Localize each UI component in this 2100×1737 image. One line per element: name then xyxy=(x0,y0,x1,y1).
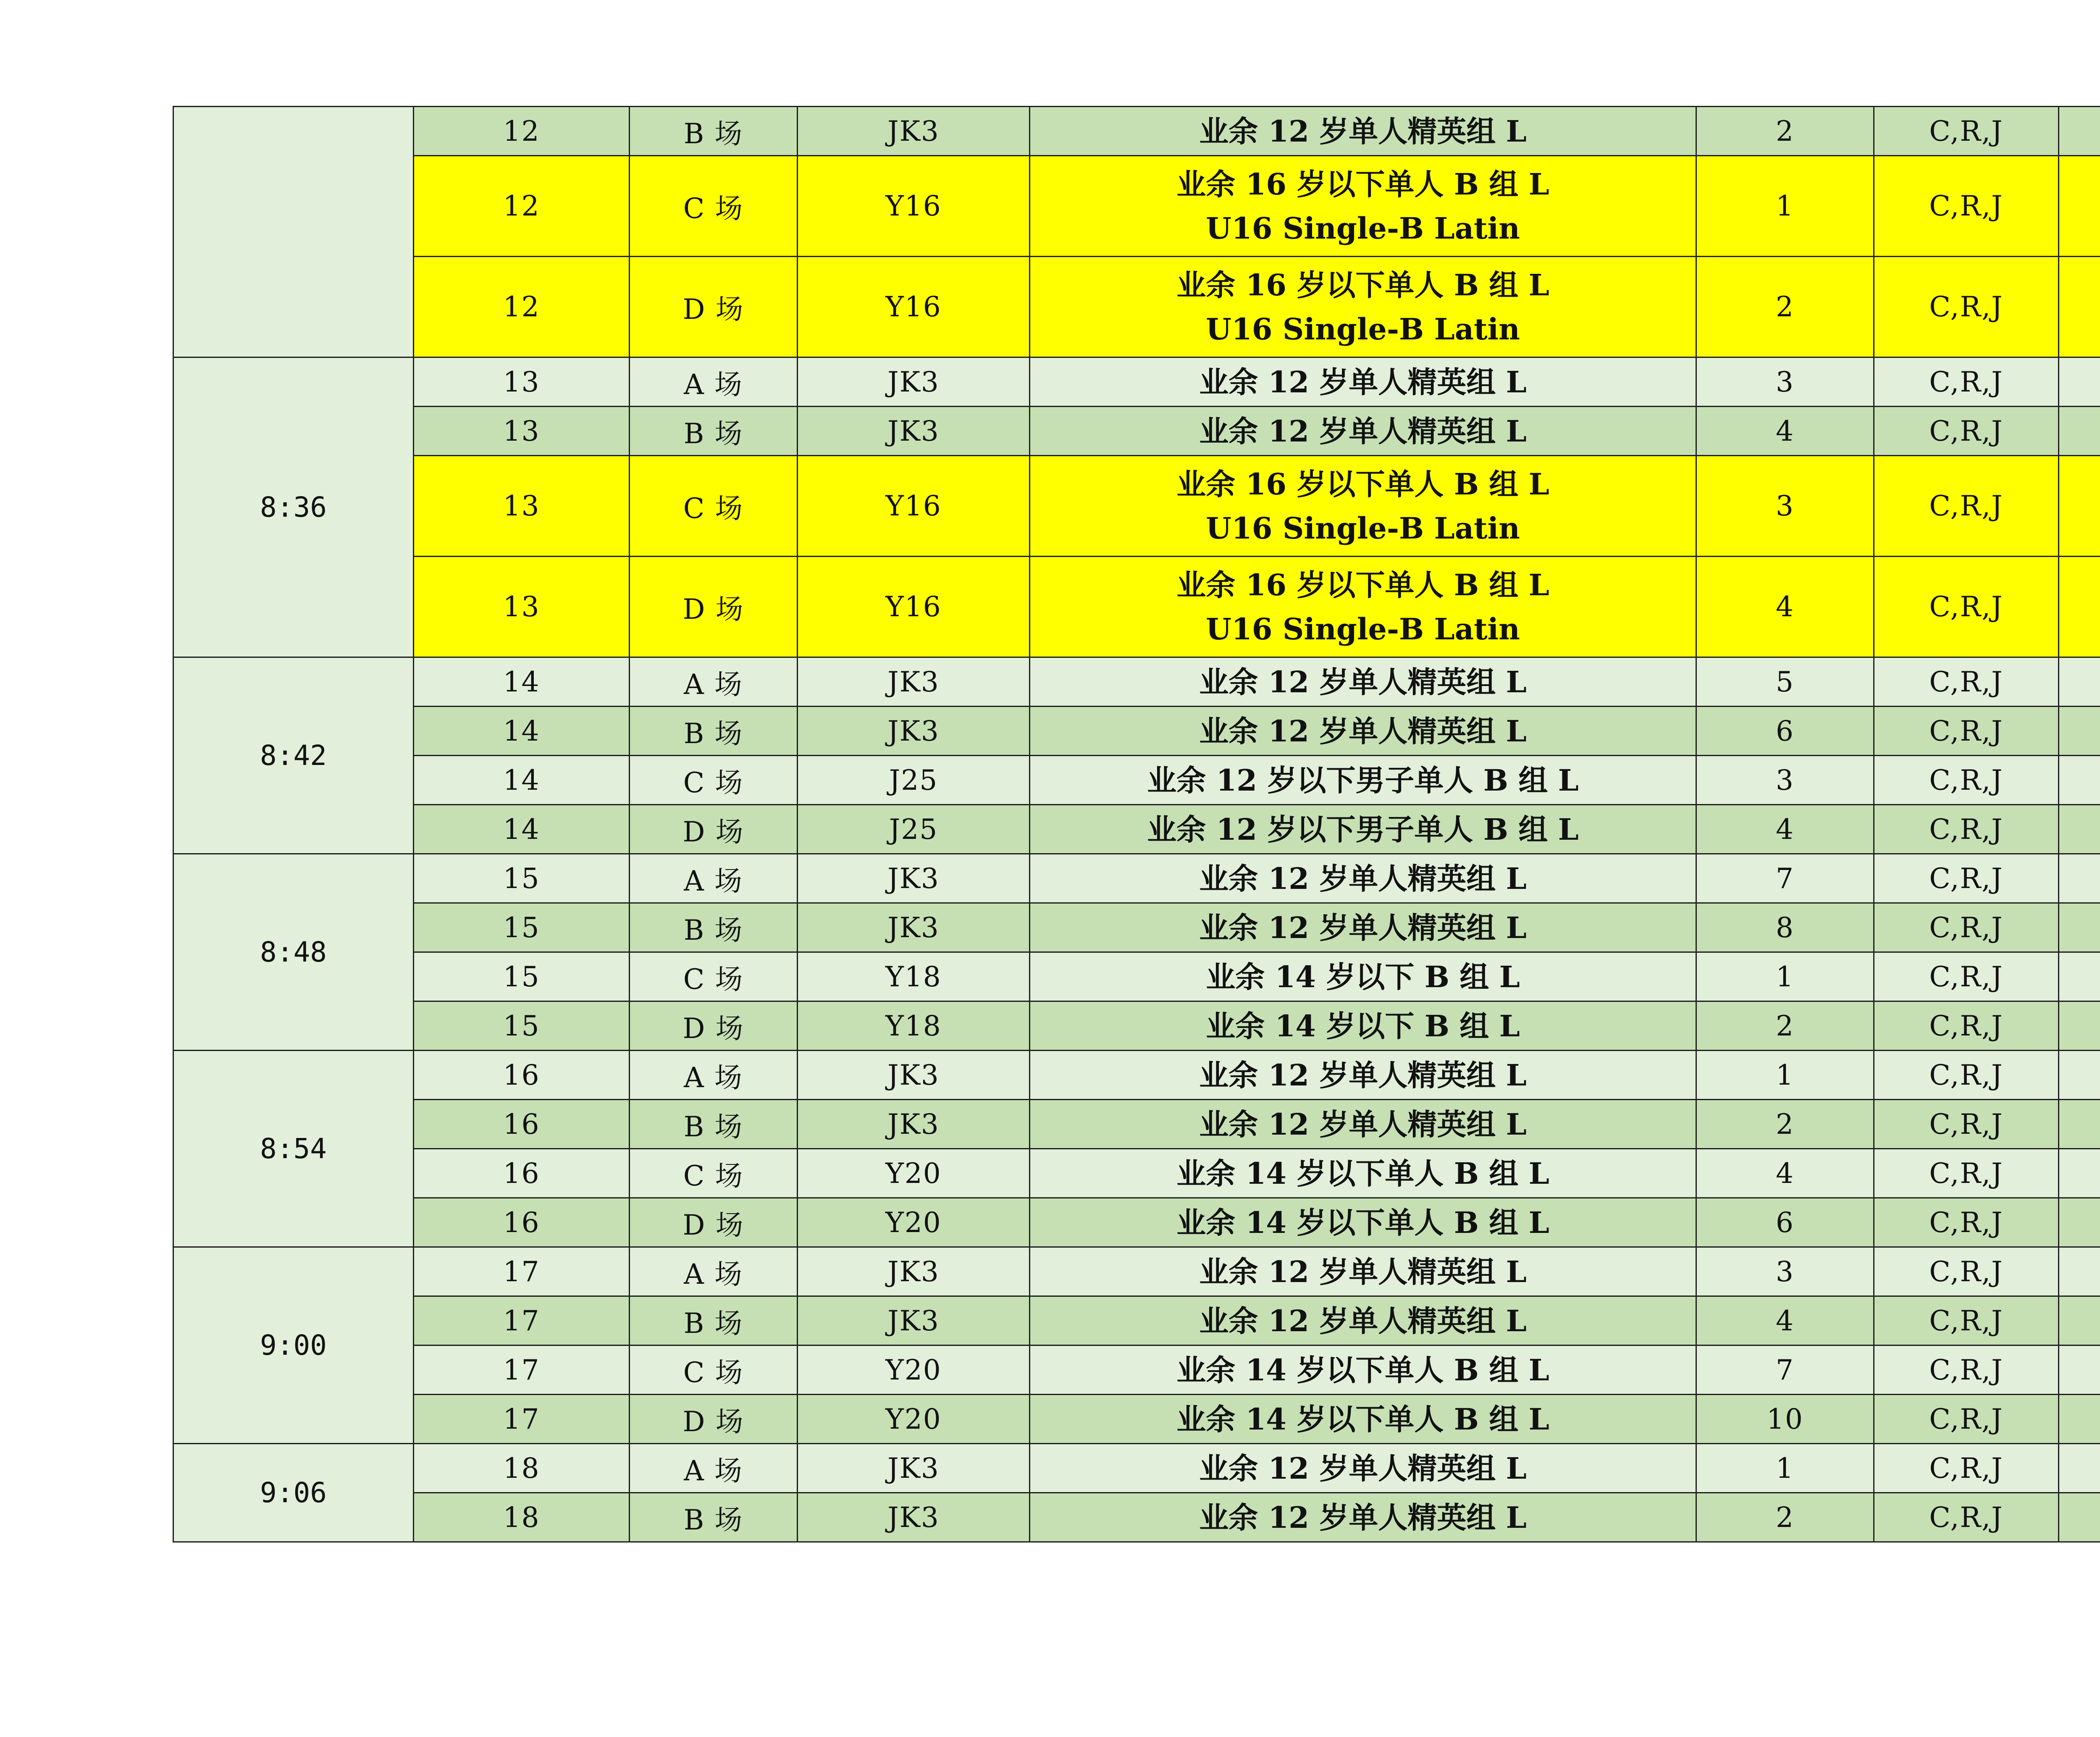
time-slot-cell: 8:36 xyxy=(173,357,414,657)
round-cell xyxy=(2059,1247,2100,1296)
event-name-english: U16 Single-B Latin xyxy=(1206,311,1520,347)
heat-number-cell: 12 xyxy=(414,156,630,257)
event-code-cell: JK3 xyxy=(798,1444,1030,1493)
group-number-cell: 1 xyxy=(1696,1444,1874,1493)
event-name-chinese: 业余 16 岁以下单人 B 组 L xyxy=(1176,567,1549,602)
court-cell: B 场 xyxy=(630,1100,798,1149)
group-number-cell: 3 xyxy=(1696,1247,1874,1296)
event-name-cell xyxy=(1030,1100,1696,1149)
schedule-row xyxy=(173,1296,2100,1345)
dances-cell: C,R,J xyxy=(1874,1001,2059,1051)
court-cell: B 场 xyxy=(630,1493,798,1542)
round-cell xyxy=(2059,1296,2100,1345)
group-number-cell: 4 xyxy=(1696,557,1874,657)
event-code-cell: JK3 xyxy=(798,1247,1030,1296)
court-cell: C 场 xyxy=(630,1345,798,1395)
event-code-cell: Y20 xyxy=(798,1395,1030,1444)
event-name-cell xyxy=(1030,952,1696,1001)
schedule-row xyxy=(173,854,2100,903)
group-number-cell: 1 xyxy=(1696,156,1874,257)
schedule-row xyxy=(173,357,2100,407)
court-cell: B 场 xyxy=(630,407,798,456)
schedule-table xyxy=(173,106,2100,1543)
event-name-chinese: 业余 12 岁以下男子单人 B 组 L xyxy=(1147,762,1579,798)
dances-cell: C,R,J xyxy=(1874,1493,2059,1542)
schedule-row xyxy=(173,657,2100,707)
heat-number-cell: 17 xyxy=(414,1296,630,1345)
group-number-cell: 7 xyxy=(1696,1345,1874,1395)
schedule-row xyxy=(173,756,2100,805)
event-code-cell: Y20 xyxy=(798,1198,1030,1247)
court-cell: D 场 xyxy=(630,1001,798,1051)
event-code-cell: Y16 xyxy=(798,257,1030,357)
event-name-cell xyxy=(1030,107,1696,156)
heat-number-cell: 17 xyxy=(414,1247,630,1296)
heat-number-cell: 12 xyxy=(414,257,630,357)
event-name-cell xyxy=(1030,1444,1696,1493)
schedule-row xyxy=(173,903,2100,952)
event-name-chinese: 业余 14 岁以下单人 B 组 L xyxy=(1176,1205,1549,1240)
group-number-cell: 10 xyxy=(1696,1395,1874,1444)
dances-cell: C,R,J xyxy=(1874,1345,2059,1395)
heat-number-cell: 15 xyxy=(414,952,630,1001)
round-cell xyxy=(2059,357,2100,407)
time-slot-cell: 8:42 xyxy=(173,657,414,854)
court-cell: B 场 xyxy=(630,1296,798,1345)
event-code-cell: Y18 xyxy=(798,952,1030,1001)
event-name-chinese: 业余 14 岁以下单人 B 组 L xyxy=(1176,1156,1549,1191)
event-name-chinese: 业余 12 岁单人精英组 L xyxy=(1199,413,1527,449)
event-code-cell: JK3 xyxy=(798,407,1030,456)
court-cell: C 场 xyxy=(630,456,798,557)
round-cell xyxy=(2059,1444,2100,1493)
round-cell xyxy=(2059,657,2100,707)
event-code-cell: J25 xyxy=(798,756,1030,805)
heat-number-cell: 13 xyxy=(414,407,630,456)
court-cell: A 场 xyxy=(630,854,798,903)
court-cell: B 场 xyxy=(630,707,798,756)
round-cell xyxy=(2059,257,2100,357)
schedule-row xyxy=(173,1100,2100,1149)
dances-cell: C,R,J xyxy=(1874,657,2059,707)
event-name-chinese: 业余 14 岁以下单人 B 组 L xyxy=(1176,1352,1549,1387)
group-number-cell: 4 xyxy=(1696,1296,1874,1345)
time-slot-cell: 9:00 xyxy=(173,1247,414,1444)
schedule-row xyxy=(173,1149,2100,1198)
dances-cell: C,R,J xyxy=(1874,357,2059,407)
schedule-row xyxy=(173,1345,2100,1395)
dances-cell: C,R,J xyxy=(1874,854,2059,903)
event-code-cell: JK3 xyxy=(798,854,1030,903)
round-cell xyxy=(2059,1493,2100,1542)
round-cell xyxy=(2059,107,2100,156)
event-name-chinese: 业余 12 岁单人精英组 L xyxy=(1199,113,1527,149)
event-name-chinese: 业余 12 岁单人精英组 L xyxy=(1199,910,1527,945)
dances-cell: C,R,J xyxy=(1874,1247,2059,1296)
event-code-cell: JK3 xyxy=(798,107,1030,156)
court-cell: D 场 xyxy=(630,557,798,657)
event-name-chinese: 业余 12 岁单人精英组 L xyxy=(1199,1106,1527,1142)
dances-cell: C,R,J xyxy=(1874,707,2059,756)
schedule-row xyxy=(173,952,2100,1001)
event-name-cell xyxy=(1030,903,1696,952)
event-code-cell: JK3 xyxy=(798,707,1030,756)
event-name-cell xyxy=(1030,357,1696,407)
event-name-cell xyxy=(1030,756,1696,805)
schedule-row xyxy=(173,407,2100,456)
group-number-cell: 2 xyxy=(1696,1100,1874,1149)
schedule-row xyxy=(173,1247,2100,1296)
event-code-cell: JK3 xyxy=(798,357,1030,407)
dances-cell: C,R,J xyxy=(1874,1051,2059,1100)
round-cell xyxy=(2059,756,2100,805)
round-cell xyxy=(2059,407,2100,456)
group-number-cell: 3 xyxy=(1696,456,1874,557)
dances-cell: C,R,J xyxy=(1874,1395,2059,1444)
event-name-cell xyxy=(1030,1345,1696,1395)
dances-cell: C,R,J xyxy=(1874,1100,2059,1149)
event-name-cell xyxy=(1030,156,1696,257)
schedule-row xyxy=(173,1051,2100,1100)
round-cell xyxy=(2059,1100,2100,1149)
heat-number-cell: 17 xyxy=(414,1345,630,1395)
heat-number-cell: 17 xyxy=(414,1395,630,1444)
event-code-cell: Y18 xyxy=(798,1001,1030,1051)
event-name-chinese: 业余 12 岁单人精英组 L xyxy=(1199,713,1527,749)
event-code-cell: JK3 xyxy=(798,1296,1030,1345)
event-name-chinese: 业余 12 岁以下男子单人 B 组 L xyxy=(1147,812,1579,847)
round-cell xyxy=(2059,1345,2100,1395)
event-code-cell: Y20 xyxy=(798,1345,1030,1395)
event-code-cell: Y20 xyxy=(798,1149,1030,1198)
schedule-row xyxy=(173,1493,2100,1542)
event-name-chinese: 业余 12 岁单人精英组 L xyxy=(1199,664,1527,699)
dances-cell: C,R,J xyxy=(1874,1296,2059,1345)
heat-number-cell: 13 xyxy=(414,456,630,557)
court-cell: D 场 xyxy=(630,1198,798,1247)
court-cell: D 场 xyxy=(630,805,798,854)
time-slot-cell xyxy=(173,107,414,357)
event-name-cell xyxy=(1030,707,1696,756)
event-code-cell: Y16 xyxy=(798,156,1030,257)
event-name-english: U16 Single-B Latin xyxy=(1206,611,1520,646)
court-cell: B 场 xyxy=(630,903,798,952)
event-name-cell xyxy=(1030,1296,1696,1345)
event-name-chinese: 业余 12 岁单人精英组 L xyxy=(1199,1303,1527,1338)
group-number-cell: 2 xyxy=(1696,257,1874,357)
heat-number-cell: 15 xyxy=(414,854,630,903)
group-number-cell: 2 xyxy=(1696,107,1874,156)
heat-number-cell: 14 xyxy=(414,657,630,707)
event-name-chinese: 业余 12 岁单人精英组 L xyxy=(1199,1057,1527,1093)
event-name-cell xyxy=(1030,557,1696,657)
group-number-cell: 7 xyxy=(1696,854,1874,903)
event-name-cell xyxy=(1030,1247,1696,1296)
group-number-cell: 2 xyxy=(1696,1493,1874,1542)
event-code-cell: J25 xyxy=(798,805,1030,854)
dances-cell: C,R,J xyxy=(1874,952,2059,1001)
schedule-row xyxy=(173,805,2100,854)
event-code-cell: JK3 xyxy=(798,1051,1030,1100)
group-number-cell: 3 xyxy=(1696,357,1874,407)
dances-cell: C,R,J xyxy=(1874,107,2059,156)
heat-number-cell: 15 xyxy=(414,1001,630,1051)
round-cell xyxy=(2059,1001,2100,1051)
court-cell: C 场 xyxy=(630,952,798,1001)
court-cell: C 场 xyxy=(630,756,798,805)
schedule-row xyxy=(173,156,2100,257)
group-number-cell: 8 xyxy=(1696,903,1874,952)
group-number-cell: 6 xyxy=(1696,707,1874,756)
round-cell xyxy=(2059,707,2100,756)
event-name-cell xyxy=(1030,1051,1696,1100)
group-number-cell: 3 xyxy=(1696,756,1874,805)
event-name-cell xyxy=(1030,1493,1696,1542)
event-name-cell xyxy=(1030,805,1696,854)
event-name-cell xyxy=(1030,1395,1696,1444)
event-name-cell xyxy=(1030,257,1696,357)
round-cell xyxy=(2059,854,2100,903)
heat-number-cell: 18 xyxy=(414,1444,630,1493)
event-name-chinese: 业余 14 岁以下 B 组 L xyxy=(1206,959,1520,994)
heat-number-cell: 16 xyxy=(414,1198,630,1247)
schedule-row xyxy=(173,707,2100,756)
event-name-cell xyxy=(1030,1001,1696,1051)
court-cell: D 场 xyxy=(630,1395,798,1444)
event-name-chinese: 业余 12 岁单人精英组 L xyxy=(1199,364,1527,399)
dances-cell: C,R,J xyxy=(1874,903,2059,952)
court-cell: A 场 xyxy=(630,1247,798,1296)
time-slot-cell: 8:48 xyxy=(173,854,414,1051)
group-number-cell: 2 xyxy=(1696,1001,1874,1051)
heat-number-cell: 18 xyxy=(414,1493,630,1542)
dances-cell: C,R,J xyxy=(1874,805,2059,854)
group-number-cell: 5 xyxy=(1696,657,1874,707)
group-number-cell: 1 xyxy=(1696,1051,1874,1100)
event-code-cell: Y16 xyxy=(798,557,1030,657)
court-cell: A 场 xyxy=(630,657,798,707)
group-number-cell: 6 xyxy=(1696,1198,1874,1247)
schedule-row xyxy=(173,1444,2100,1493)
round-cell xyxy=(2059,1395,2100,1444)
heat-number-cell: 14 xyxy=(414,707,630,756)
schedule-row xyxy=(173,456,2100,557)
court-cell: A 场 xyxy=(630,1051,798,1100)
dances-cell: C,R,J xyxy=(1874,156,2059,257)
round-cell xyxy=(2059,952,2100,1001)
event-name-chinese: 业余 16 岁以下单人 B 组 L xyxy=(1176,466,1549,502)
event-name-cell xyxy=(1030,854,1696,903)
court-cell: A 场 xyxy=(630,357,798,407)
dances-cell: C,R,J xyxy=(1874,1149,2059,1198)
court-cell: C 场 xyxy=(630,156,798,257)
court-cell: A 场 xyxy=(630,1444,798,1493)
event-name-chinese: 业余 12 岁单人精英组 L xyxy=(1199,1500,1527,1535)
event-name-cell xyxy=(1030,657,1696,707)
court-cell: B 场 xyxy=(630,107,798,156)
event-code-cell: JK3 xyxy=(798,657,1030,707)
event-name-cell xyxy=(1030,1149,1696,1198)
event-name-chinese: 业余 16 岁以下单人 B 组 L xyxy=(1176,166,1549,202)
group-number-cell: 1 xyxy=(1696,952,1874,1001)
dances-cell: C,R,J xyxy=(1874,456,2059,557)
heat-number-cell: 15 xyxy=(414,903,630,952)
heat-number-cell: 13 xyxy=(414,357,630,407)
heat-number-cell: 16 xyxy=(414,1051,630,1100)
event-name-english: U16 Single-B Latin xyxy=(1206,210,1520,246)
dances-cell: C,R,J xyxy=(1874,1444,2059,1493)
dances-cell: C,R,J xyxy=(1874,557,2059,657)
round-cell xyxy=(2059,805,2100,854)
event-name-chinese: 业余 14 岁以下 B 组 L xyxy=(1206,1008,1520,1043)
round-cell xyxy=(2059,156,2100,257)
court-cell: D 场 xyxy=(630,257,798,357)
event-name-chinese: 业余 12 岁单人精英组 L xyxy=(1199,1254,1527,1289)
round-cell xyxy=(2059,557,2100,657)
schedule-row xyxy=(173,257,2100,357)
heat-number-cell: 14 xyxy=(414,805,630,854)
group-number-cell: 4 xyxy=(1696,805,1874,854)
time-slot-cell: 9:06 xyxy=(173,1444,414,1542)
event-name-chinese: 业余 12 岁单人精英组 L xyxy=(1199,1451,1527,1486)
schedule-row xyxy=(173,107,2100,156)
heat-number-cell: 14 xyxy=(414,756,630,805)
round-cell xyxy=(2059,903,2100,952)
group-number-cell: 4 xyxy=(1696,1149,1874,1198)
heat-number-cell: 12 xyxy=(414,107,630,156)
event-name-chinese: 业余 16 岁以下单人 B 组 L xyxy=(1176,267,1549,302)
heat-number-cell: 16 xyxy=(414,1149,630,1198)
schedule-row xyxy=(173,1395,2100,1444)
heat-number-cell: 16 xyxy=(414,1100,630,1149)
schedule-body xyxy=(173,107,2100,1542)
event-name-cell xyxy=(1030,407,1696,456)
event-name-chinese: 业余 12 岁单人精英组 L xyxy=(1199,861,1527,896)
dances-cell: C,R,J xyxy=(1874,407,2059,456)
time-slot-cell: 8:54 xyxy=(173,1051,414,1247)
event-code-cell: JK3 xyxy=(798,1100,1030,1149)
round-cell xyxy=(2059,1149,2100,1198)
event-code-cell: JK3 xyxy=(798,1493,1030,1542)
round-cell xyxy=(2059,1198,2100,1247)
event-name-cell xyxy=(1030,456,1696,557)
round-cell xyxy=(2059,1051,2100,1100)
dances-cell: C,R,J xyxy=(1874,1198,2059,1247)
dances-cell: C,R,J xyxy=(1874,257,2059,357)
event-name-cell xyxy=(1030,1198,1696,1247)
event-name-english: U16 Single-B Latin xyxy=(1206,510,1520,546)
event-code-cell: Y16 xyxy=(798,456,1030,557)
round-cell xyxy=(2059,456,2100,557)
group-number-cell: 4 xyxy=(1696,407,1874,456)
heat-number-cell: 13 xyxy=(414,557,630,657)
schedule-row xyxy=(173,1001,2100,1051)
event-code-cell: JK3 xyxy=(798,903,1030,952)
schedule-row xyxy=(173,1198,2100,1247)
dances-cell: C,R,J xyxy=(1874,756,2059,805)
schedule-row xyxy=(173,557,2100,657)
court-cell: C 场 xyxy=(630,1149,798,1198)
event-name-chinese: 业余 14 岁以下单人 B 组 L xyxy=(1176,1401,1549,1437)
